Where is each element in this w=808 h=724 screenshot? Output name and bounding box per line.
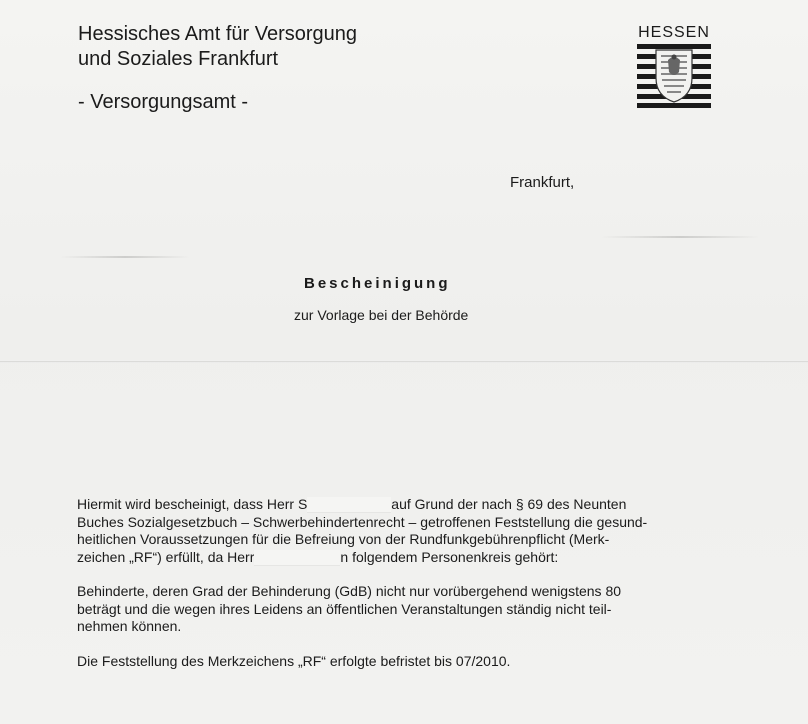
text-line: [77, 496, 717, 514]
paper-crease: [600, 236, 760, 238]
sender-block: [78, 22, 357, 72]
paragraph-certification: [77, 496, 717, 566]
text-segment: n folgendem Personenkreis gehört:: [340, 548, 559, 565]
hessen-logo: [636, 24, 712, 108]
sender-line-2: und Soziales Frankfurt: [78, 48, 279, 70]
text-line: heitlichen Voraussetzungen für die Befreiung von der Rundfunkgebührenpflicht (Merk-: [77, 531, 610, 547]
redacted-name: [254, 550, 340, 566]
text-line: Behinderte, deren Grad der Behinderung (GdB) nicht nur vorübergehend wenigstens 80: [77, 583, 622, 599]
text-line: [77, 549, 717, 567]
paper-fold: [0, 360, 808, 363]
logo-text: HESSEN: [638, 24, 710, 41]
text-line: Buches Sozialgesetzbuch – Schwerbehindertenrecht – getroffenen Feststellung die gesund-: [77, 513, 648, 530]
text-line: Die Feststellung des Merkzeichens „RF“ erfolgte befristet bis 07/2010.: [77, 652, 511, 669]
text-segment: Hiermit wird bescheinigt, dass Herr S: [77, 496, 308, 512]
text-line: nehmen können.: [77, 618, 182, 634]
document-subtitle: zur Vorlage bei der Behörde: [294, 307, 469, 323]
place-date: Frankfurt,: [510, 174, 575, 191]
paper-crease: [60, 256, 190, 258]
paragraph-validity: [77, 653, 717, 671]
paragraph-criteria: [77, 583, 717, 636]
document-body: [77, 496, 717, 687]
department-name: - Versorgungsamt -: [78, 91, 249, 113]
redacted-name: [307, 497, 391, 513]
text-segment: zeichen „RF“) erfüllt, da Herr: [77, 548, 255, 565]
coat-of-arms-icon: [637, 44, 711, 108]
text-segment: auf Grund der nach § 69 des Neunten: [391, 496, 627, 512]
document-title: Bescheinigung: [304, 275, 451, 292]
sender-line-1: Hessisches Amt für Versorgung: [78, 23, 358, 45]
text-line: beträgt und die wegen ihres Leidens an öffentlichen Veranstaltungen ständig nicht teil-: [77, 600, 612, 617]
